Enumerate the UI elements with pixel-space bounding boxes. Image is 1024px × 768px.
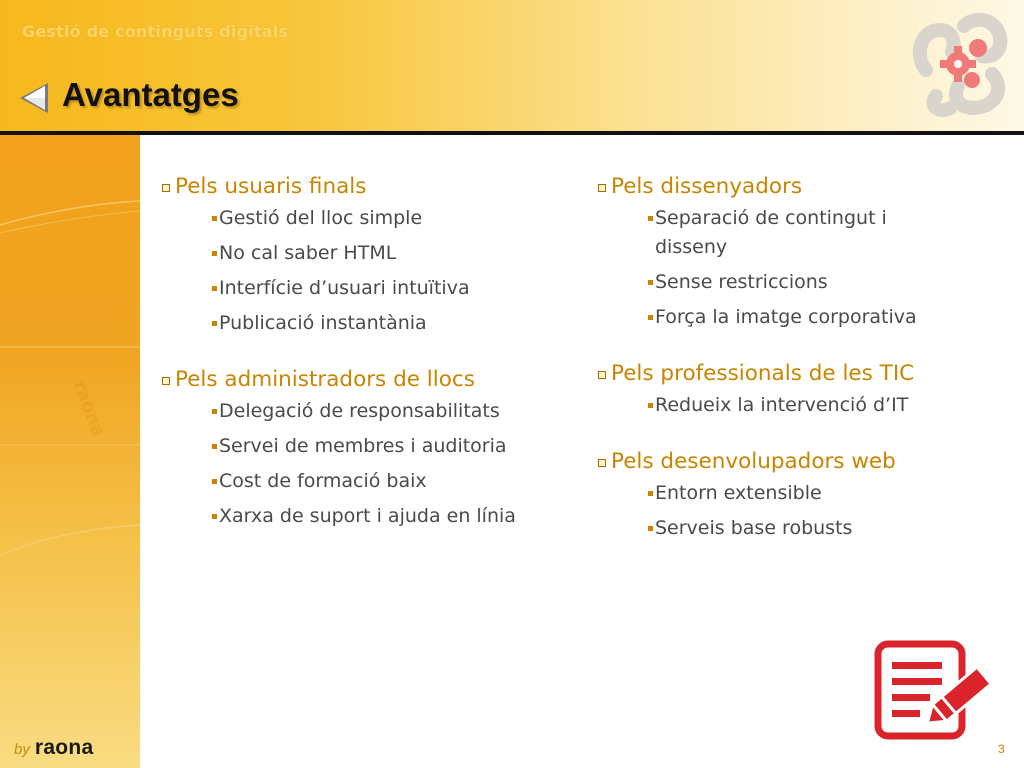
section-heading bbox=[160, 365, 570, 395]
presentation-subtitle: Gestió de continguts digitals bbox=[22, 22, 289, 41]
list-item-text: Gestió del lloc simple bbox=[219, 207, 423, 229]
section-heading bbox=[596, 447, 986, 477]
square-bullet-icon bbox=[598, 459, 606, 467]
brand-logo bbox=[14, 736, 94, 760]
section-heading-text: Pels desenvolupadors web bbox=[611, 449, 896, 474]
section-heading-text: Pels professionals de les TIC bbox=[611, 361, 915, 386]
list-item-text: Interfície d’usuari intuïtiva bbox=[219, 277, 470, 299]
bullet-icon bbox=[648, 216, 653, 221]
list-item-text: No cal saber HTML bbox=[219, 242, 397, 264]
list-item bbox=[212, 274, 570, 303]
page-title: Avantatges bbox=[62, 76, 239, 113]
bullet-icon bbox=[648, 280, 653, 285]
section-heading bbox=[596, 359, 986, 389]
bullet-icon bbox=[212, 286, 217, 291]
bullet-icon bbox=[648, 403, 653, 408]
bullet-list bbox=[596, 391, 986, 420]
square-bullet-icon bbox=[598, 184, 606, 192]
header-divider bbox=[0, 131, 1024, 135]
brand-name: raona bbox=[34, 736, 94, 759]
section-heading-text: Pels administradors de llocs bbox=[175, 367, 475, 392]
list-item bbox=[212, 309, 570, 338]
section-web-developers bbox=[596, 447, 986, 543]
list-item-text: Xarxa de suport i ajuda en línia bbox=[219, 505, 516, 527]
bullet-icon bbox=[212, 479, 217, 484]
bullet-list bbox=[160, 204, 570, 338]
list-item bbox=[212, 502, 519, 531]
bullet-list bbox=[596, 479, 986, 543]
list-item-text: Delegació de responsabilitats bbox=[219, 400, 500, 422]
bullet-icon bbox=[212, 251, 217, 256]
list-item-text: Servei de membres i auditoria bbox=[219, 435, 507, 457]
bullet-list bbox=[160, 397, 570, 531]
list-item bbox=[648, 391, 986, 420]
bullet-icon bbox=[212, 321, 217, 326]
left-column bbox=[160, 172, 570, 558]
section-heading bbox=[160, 172, 570, 202]
list-item bbox=[212, 397, 570, 426]
bullet-icon bbox=[212, 216, 217, 221]
list-item bbox=[648, 268, 986, 297]
list-item-text: Cost de formació baix bbox=[219, 470, 427, 492]
bullet-icon bbox=[648, 315, 653, 320]
section-heading-text: Pels dissenyadors bbox=[611, 174, 803, 199]
square-bullet-icon bbox=[598, 371, 606, 379]
list-item-text: Publicació instantània bbox=[219, 312, 427, 334]
section-it-professionals bbox=[596, 359, 986, 420]
section-heading bbox=[596, 172, 986, 202]
bullet-icon bbox=[648, 526, 653, 531]
square-bullet-icon bbox=[162, 377, 170, 385]
list-item-text: Redueix la intervenció d’IT bbox=[655, 394, 909, 416]
list-item-text: Sense restriccions bbox=[655, 271, 828, 293]
list-item-text: Entorn extensible bbox=[655, 482, 822, 504]
section-site-admins bbox=[160, 365, 570, 531]
right-column bbox=[596, 172, 986, 570]
list-item bbox=[648, 479, 986, 508]
list-item-text: Força la imatge corporativa bbox=[655, 306, 917, 328]
svg-text:raona: raona bbox=[69, 377, 109, 440]
brand-by-label: by bbox=[14, 741, 30, 758]
decorative-sidebar bbox=[0, 135, 140, 768]
bullet-list bbox=[596, 204, 986, 332]
bullet-icon bbox=[212, 409, 217, 414]
left-triangle-icon[interactable] bbox=[14, 80, 54, 116]
section-designers bbox=[596, 172, 986, 332]
list-item bbox=[648, 204, 945, 262]
list-item-text: Separació de contingut i disseny bbox=[655, 207, 887, 258]
list-item bbox=[648, 303, 986, 332]
section-end-users bbox=[160, 172, 570, 338]
list-item bbox=[212, 204, 570, 233]
list-item-text: Serveis base robusts bbox=[655, 517, 853, 539]
list-item bbox=[212, 432, 570, 461]
list-item bbox=[648, 514, 986, 543]
gears-logo-icon bbox=[906, 8, 1012, 118]
section-heading-text: Pels usuaris finals bbox=[175, 174, 367, 199]
page-number: 3 bbox=[998, 742, 1005, 756]
list-item bbox=[212, 239, 570, 268]
document-edit-icon bbox=[874, 640, 1000, 740]
square-bullet-icon bbox=[162, 184, 170, 192]
list-item bbox=[212, 467, 570, 496]
bullet-icon bbox=[648, 491, 653, 496]
bullet-icon bbox=[212, 444, 217, 449]
bullet-icon bbox=[212, 514, 217, 519]
